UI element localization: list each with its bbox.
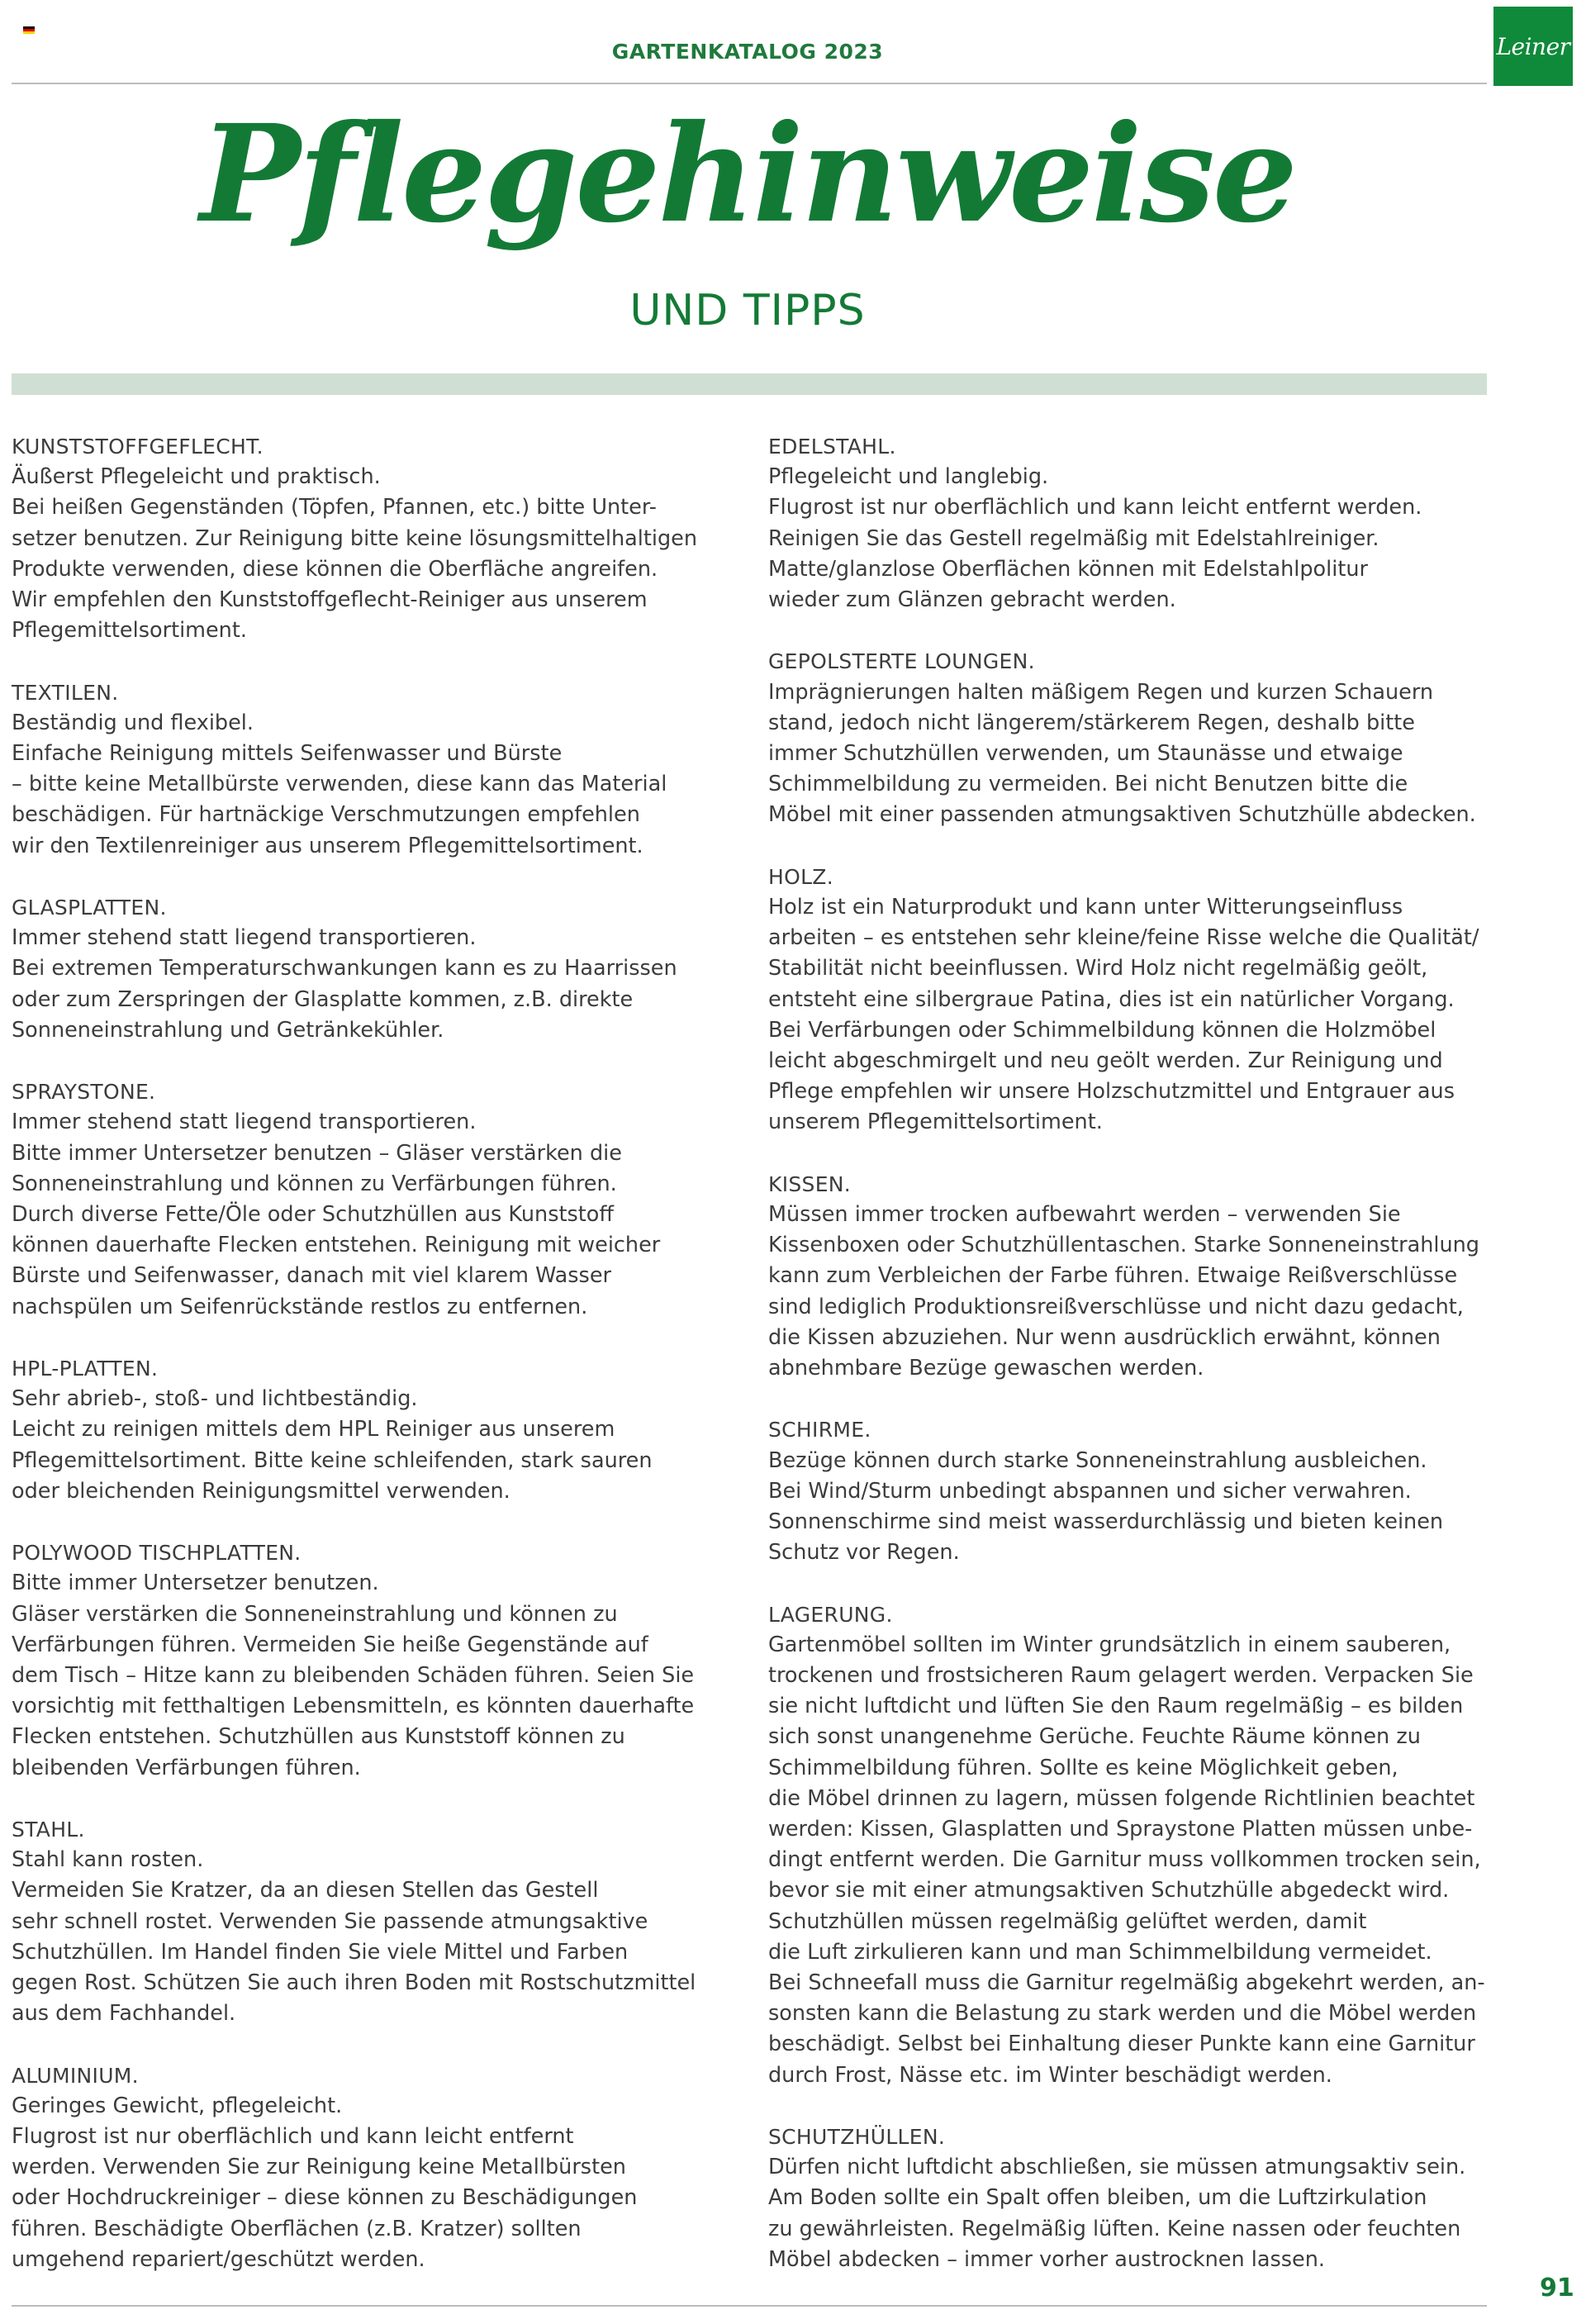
section-text-line: Sonneneinstrahlung und können zu Verfärbungen führen. <box>12 1171 617 1196</box>
care-section <box>12 1537 722 1784</box>
section-text-line: Vermeiden Sie Kratzer, da an diesen Stellen das Gestell <box>12 1878 599 1903</box>
section-text-line: Schimmelbildung zu vermeiden. Bei nicht Benutzen bitte die <box>768 772 1408 797</box>
left-column <box>12 431 722 2306</box>
leiner-logo <box>1493 7 1573 86</box>
section-text-line: beschädigt. Selbst bei Einhaltung dieser Punkte kann eine Garnitur <box>768 2032 1475 2057</box>
section-text-line: Bitte immer Untersetzer benutzen. <box>12 1571 379 1596</box>
section-text-line: gegen Rost. Schützen Sie auch ihren Boden mit Rostschutzmittel <box>12 1970 696 1996</box>
section-text-line: werden. Verwenden Sie zur Reinigung keine Metallbürsten <box>12 2155 626 2180</box>
section-text-line: vorsichtig mit fetthaltigen Lebensmitteln, es könnten dauerhafte <box>12 1694 695 1719</box>
section-text-line: immer Schutzhüllen verwenden, um Staunässe und etwaige <box>768 741 1403 767</box>
section-text-line: wieder zum Glänzen gebracht werden. <box>768 587 1176 613</box>
section-text-line: durch Frost, Nässe etc. im Winter beschädigt werden. <box>768 2062 1332 2088</box>
section-text-line: wir den Textilenreiniger aus unserem Pflegemittelsortiment. <box>12 833 643 858</box>
section-text-line: Stahl kann rosten. <box>12 1847 204 1873</box>
section-text-line: bleibenden Verfärbungen führen. <box>12 1755 361 1780</box>
section-heading: TEXTILEN. <box>12 680 119 705</box>
section-text-line: Äußerst Pflegeleicht und praktisch. <box>12 464 381 490</box>
page-title: Pflegehinweise <box>200 96 1295 253</box>
catalog-label: GARTENKATALOG 2023 <box>611 40 884 64</box>
section-heading: EDELSTAHL. <box>768 435 896 459</box>
section-text-line: Pflege empfehlen wir unsere Holzschutzmittel und Entgrauer aus <box>768 1079 1455 1105</box>
section-text-line: Bei Schneefall muss die Garnitur regelmäßig abgekehrt werden, an- <box>768 1970 1485 1996</box>
section-text-line: Bezüge können durch starke Sonneneinstrahlung ausbleichen. <box>768 1447 1427 1473</box>
section-text-line: dem Tisch – Hitze kann zu bleibenden Schäden führen. Seien Sie <box>12 1663 695 1689</box>
section-text-line: Beständig und flexibel. <box>12 710 254 735</box>
section-text-line: Wir empfehlen den Kunststoffgeflecht-Reiniger aus unserem <box>12 587 648 613</box>
section-heading: SCHIRME. <box>768 1418 871 1442</box>
section-text-line: Möbel mit einer passenden atmungsaktiven Schutzhülle abdecken. <box>768 802 1476 828</box>
section-text-line: Gartenmöbel sollten im Winter grundsätzlich in einem sauberen, <box>768 1632 1451 1657</box>
section-text-line: Bei Verfärbungen oder Schimmelbildung können die Holzmöbel <box>768 1017 1436 1043</box>
section-text-line: oder zum Zerspringen der Glasplatte kommen, z.B. direkte <box>12 986 634 1012</box>
section-text-line: Pflegemittelsortiment. Bitte keine schleifenden, stark sauren <box>12 1447 653 1473</box>
section-heading: HOLZ. <box>768 864 833 889</box>
section-text-line: Imprägnierungen halten mäßigem Regen und kurzen Schauern <box>768 679 1434 705</box>
care-section <box>12 1353 722 1507</box>
section-text-line: stand, jedoch nicht längerem/stärkerem Regen, deshalb bitte <box>768 710 1415 735</box>
section-text-line: Sehr abrieb-, stoß- und lichtbeständig. <box>12 1386 418 1412</box>
section-heading: ALUMINIUM. <box>12 2063 139 2088</box>
section-text-line: Bei extremen Temperaturschwankungen kann es zu Haarrissen <box>12 956 677 981</box>
section-text-line: sich sonst unangenehme Gerüche. Feuchte Räume können zu <box>768 1724 1421 1750</box>
section-text-line: dingt entfernt werden. Die Garnitur muss vollkommen trocken sein, <box>768 1847 1481 1873</box>
care-section <box>12 1814 722 2029</box>
section-text-line: Immer stehend statt liegend transportieren. <box>12 925 477 951</box>
section-text-line: Flugrost ist nur oberflächlich und kann leicht entfernt <box>12 2124 574 2150</box>
section-heading: SPRAYSTONE. <box>12 1080 156 1105</box>
section-text-line: unserem Pflegemittelsortiment. <box>768 1110 1103 1135</box>
care-section <box>12 2060 722 2275</box>
care-section <box>768 1599 1487 2091</box>
section-text-line: Immer stehend statt liegend transportieren. <box>12 1110 477 1135</box>
germany-flag-icon <box>23 26 35 34</box>
section-text-line: Verfärbungen führen. Vermeiden Sie heiße Gegenstände auf <box>12 1632 648 1657</box>
section-text-line: sie nicht luftdicht und lüften Sie den Raum regelmäßig – es bilden <box>768 1694 1464 1719</box>
section-text-line: arbeiten – es entstehen sehr kleine/feine Risse welche die Qualität/ <box>768 925 1479 951</box>
section-text-line: Dürfen nicht luftdicht abschließen, sie müssen atmungsaktiv sein. <box>768 2155 1466 2180</box>
section-heading: GEPOLSTERTE LOUNGEN. <box>768 649 1035 674</box>
section-text-line: Sonneneinstrahlung und Getränkekühler. <box>12 1017 444 1043</box>
section-text-line: Matte/glanzlose Oberflächen können mit Edelstahlpolitur <box>768 556 1368 582</box>
section-text-line: setzer benutzen. Zur Reinigung bitte keine lösungsmittelhaltigen <box>12 525 697 551</box>
section-text-line: können dauerhafte Flecken entstehen. Reinigung mit weicher <box>12 1233 661 1258</box>
care-section <box>768 862 1487 1138</box>
section-text-line: Durch diverse Fette/Öle oder Schutzhüllen aus Kunststoff <box>12 1202 614 1228</box>
section-text-line: – bitte keine Metallbürste verwenden, diese kann das Material <box>12 772 667 797</box>
section-text-line: Sonnenschirme sind meist wasserdurchlässig und bieten keinen <box>768 1509 1444 1535</box>
section-text-line: Kissenboxen oder Schutzhüllentaschen. Starke Sonneneinstrahlung <box>768 1233 1479 1258</box>
section-text-line: Einfache Reinigung mittels Seifenwasser und Bürste <box>12 741 563 767</box>
title-band-divider <box>12 373 1487 395</box>
section-text-line: die Kissen abzuziehen. Nur wenn ausdrücklich erwähnt, können <box>768 1324 1441 1350</box>
footer-divider <box>12 2305 1487 2307</box>
section-text-line: sonsten kann die Belastung zu stark werden und die Möbel werden <box>768 2001 1477 2027</box>
section-text-line: aus dem Fachhandel. <box>12 2001 236 2027</box>
care-section <box>12 1076 722 1323</box>
header-divider <box>12 83 1487 84</box>
section-text-line: führen. Beschädigte Oberflächen (z.B. Kratzer) sollten <box>12 2216 582 2241</box>
section-text-line: Reinigen Sie das Gestell regelmäßig mit Edelstahlreiniger. <box>768 525 1379 551</box>
section-text-line: Produkte verwenden, diese können die Oberfläche angreifen. <box>12 556 658 582</box>
section-text-line: Stabilität nicht beeinflussen. Wird Holz nicht regelmäßig geölt, <box>768 956 1428 981</box>
section-text-line: oder Hochdruckreiniger – diese können zu Beschädigungen <box>12 2185 638 2211</box>
section-text-line: nachspülen um Seifenrückstände restlos zu entfernen. <box>12 1294 588 1319</box>
section-text-line: entsteht eine silbergraue Patina, dies ist ein natürlicher Vorgang. <box>768 986 1455 1012</box>
section-text-line: sehr schnell rostet. Verwenden Sie passende atmungsaktive <box>12 1908 648 1934</box>
section-text-line: Holz ist ein Naturprodukt und kann unter Witterungseinfluss <box>768 895 1403 920</box>
section-heading: KISSEN. <box>768 1172 852 1196</box>
section-heading: HPL-PLATTEN. <box>12 1357 159 1381</box>
care-section <box>12 431 722 646</box>
page-subtitle: UND TIPPS <box>629 286 866 335</box>
section-heading: POLYWOOD TISCHPLATTEN. <box>12 1541 302 1566</box>
section-text-line: Leicht zu reinigen mittels dem HPL Reiniger aus unserem <box>12 1417 615 1442</box>
section-text-line: werden: Kissen, Glasplatten und Spraystone Platten müssen unbe- <box>768 1817 1473 1842</box>
section-heading: KUNSTSTOFFGEFLECHT. <box>12 435 264 459</box>
care-section <box>768 646 1487 830</box>
section-text-line: die Luft zirkulieren kann und man Schimmelbildung vermeidet. <box>768 1939 1432 1965</box>
section-text-line: sind lediglich Produktionsreißverschlüsse und nicht dazu gedacht, <box>768 1294 1464 1319</box>
section-text-line: Schutzhüllen. Im Handel finden Sie viele Mittel und Farben <box>12 1939 629 1965</box>
right-column <box>768 431 1487 2306</box>
section-text-line: leicht abgeschmirgelt und neu geölt werden. Zur Reinigung und <box>768 1048 1443 1074</box>
section-text-line: umgehend repariert/geschützt werden. <box>12 2246 425 2272</box>
section-text-line: oder bleichenden Reinigungsmittel verwenden. <box>12 1478 510 1504</box>
care-section <box>768 2122 1487 2275</box>
section-heading: STAHL. <box>12 1818 85 1842</box>
section-text-line: Flecken entstehen. Schutzhüllen aus Kunststoff können zu <box>12 1724 625 1750</box>
page-number: 91 <box>1540 2274 1574 2303</box>
section-text-line: Geringes Gewicht, pflegeleicht. <box>12 2093 343 2118</box>
section-text-line: Bitte immer Untersetzer benutzen – Gläser verstärken die <box>12 1140 622 1166</box>
care-section <box>12 892 722 1046</box>
section-heading: LAGERUNG. <box>768 1602 893 1627</box>
section-heading: GLASPLATTEN. <box>12 896 167 920</box>
section-text-line: zu gewährleisten. Regelmäßig lüften. Keine nassen oder feuchten <box>768 2216 1461 2241</box>
section-text-line: Schutz vor Regen. <box>768 1540 960 1566</box>
section-text-line: abnehmbare Bezüge gewaschen werden. <box>768 1356 1204 1381</box>
care-section <box>768 1414 1487 1568</box>
care-section <box>12 677 722 862</box>
section-text-line: Schutzhüllen müssen regelmäßig gelüftet werden, damit <box>768 1908 1367 1934</box>
section-text-line: kann zum Verbleichen der Farbe führen. Etwaige Reißverschlüsse <box>768 1263 1458 1289</box>
section-text-line: Möbel abdecken – immer vorher austrocknen lassen. <box>768 2246 1325 2272</box>
section-text-line: Bei heißen Gegenständen (Töpfen, Pfannen, etc.) bitte Unter- <box>12 495 657 520</box>
section-text-line: Bürste und Seifenwasser, danach mit viel klarem Wasser <box>12 1263 612 1289</box>
section-text-line: Flugrost ist nur oberflächlich und kann leicht entfernt werden. <box>768 495 1422 520</box>
section-heading: SCHUTZHÜLLEN. <box>768 2125 946 2150</box>
care-section <box>768 1169 1487 1384</box>
care-section <box>768 431 1487 615</box>
section-text-line: Pflegemittelsortiment. <box>12 618 247 644</box>
section-text-line: Müssen immer trocken aufbewahrt werden – verwenden Sie <box>768 1202 1401 1228</box>
logo-text: Leiner <box>1496 32 1570 60</box>
section-text-line: die Möbel drinnen zu lagern, müssen folgende Richtlinien beachtet <box>768 1785 1475 1811</box>
section-text-line: Gläser verstärken die Sonneneinstrahlung und können zu <box>12 1601 618 1627</box>
section-text-line: Bei Wind/Sturm unbedingt abspannen und sicher verwahren. <box>768 1478 1412 1504</box>
section-text-line: bevor sie mit einer atmungsaktiven Schutzhülle abgedeckt wird. <box>768 1878 1450 1903</box>
section-text-line: trockenen und frostsicheren Raum gelagert werden. Verpacken Sie <box>768 1663 1474 1689</box>
section-text-line: Pflegeleicht und langlebig. <box>768 464 1049 490</box>
section-text-line: Schimmelbildung führen. Sollte es keine Möglichkeit geben, <box>768 1755 1398 1780</box>
section-text-line: beschädigen. Für hartnäckige Verschmutzungen empfehlen <box>12 802 640 828</box>
section-text-line: Am Boden sollte ein Spalt offen bleiben, um die Luftzirkulation <box>768 2185 1427 2211</box>
